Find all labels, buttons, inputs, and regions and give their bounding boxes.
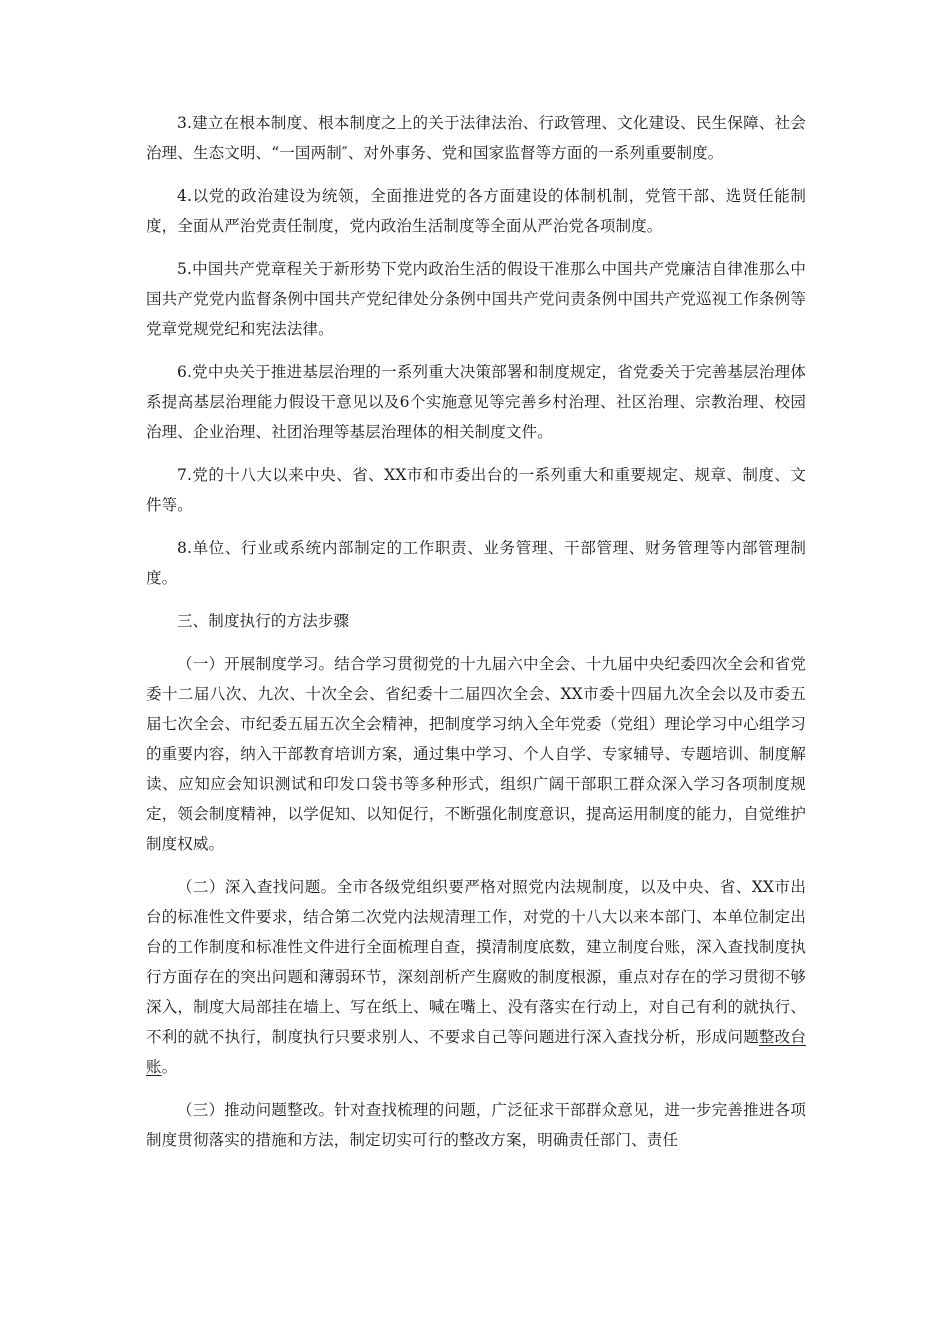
paragraph-item-7: 7.党的十八大以来中央、省、XX市和市委出台的一系列重大和重要规定、规章、制度、文件等。 (146, 466, 806, 514)
paragraph-find-problems (146, 872, 806, 1082)
paragraph-rectify: （三）推动问题整改。针对查找梳理的问题，广泛征求干部群众意见，进一步完善推进各项制度贯彻落实的措施和方法，制定切实可行的整改方案，明确责任部门、责任 (146, 1101, 806, 1149)
paragraph-item-3: 3.建立在根本制度、根本制度之上的关于法律法治、行政管理、文化建设、民生保障、社会治理、生态文明、“一国两制″、对外事务、党和国家监督等方面的一系列重要制度。 (146, 114, 806, 162)
paragraph-find-problems-text: （二）深入查找问题。全市各级党组织要严格对照党内法规制度，以及中央、省、XX市出台的标准性文件要求，结合第二次党内法规清理工作，对党的十八大以来本部门、本单位制定出台的工作制度和标准性文件进行全面梳理自查，摸清制度底数，建立制度台账，深入查找制度执行方面存在的突出问题和薄弱环节，深刻剖析产生腐败的制度根源，重点对存在的学习贯彻不够深入，制度大局部挂在墙上、写在纸上、喊在嘴上、没有落实在行动上，对自己有利的就执行、不利的就不执行，制度执行只要求别人、不要求自己等问题进行深入查找分析，形成问题 (146, 878, 806, 1046)
paragraph-item-6: 6.党中央关于推进基层治理的一系列重大决策部署和制度规定，省党委关于完善基层治理体系提高基层治理能力假设干意见以及6个实施意见等完善乡村治理、社区治理、宗教治理、校园治理、企业治理、社团治理等基层治理体的相关制度文件。 (146, 363, 806, 441)
paragraph-find-problems-end: 。 (161, 1058, 178, 1076)
paragraph-item-8: 8.单位、行业或系统内部制定的工作职责、业务管理、干部管理、财务管理等内部管理制度。 (146, 539, 806, 587)
document-page (146, 108, 806, 1168)
paragraph-item-5: 5.中国共产党章程关于新形势下党内政治生活的假设干准那么中国共产党廉洁自律准那么中国共产党党内监督条例中国共产党纪律处分条例中国共产党问责条例中国共产党巡视工作条例等党章党规党纪和宪法法律。 (146, 260, 806, 338)
section-heading-three: 三、制度执行的方法步骤 (177, 612, 350, 630)
paragraph-study: （一）开展制度学习。结合学习贯彻党的十九届六中全会、十九届中央纪委四次全会和省党委十二届八次、九次、十次全会、省纪委十二届四次全会、XX市委十四届九次全会以及市委五届七次全会、市纪委五届五次全会精神，把制度学习纳入全年党委（党组）理论学习中心组学习的重要内容，纳入干部教育培训方案，通过集中学习、个人自学、专家辅导、专题培训、制度解读、应知应会知识测试和印发口袋书等多种形式，组织广阔干部职工群众深入学习各项制度规定，领会制度精神，以学促知、以知促行，不断强化制度意识，提高运用制度的能力，自觉维护制度权威。 (146, 655, 806, 853)
underlined-term: 整改台账 (146, 1028, 807, 1076)
paragraph-item-4: 4.以党的政治建设为统领，全面推进党的各方面建设的体制机制，党管干部、选贤任能制度，全面从严治党责任制度，党内政治生活制度等全面从严治党各项制度。 (146, 187, 806, 235)
